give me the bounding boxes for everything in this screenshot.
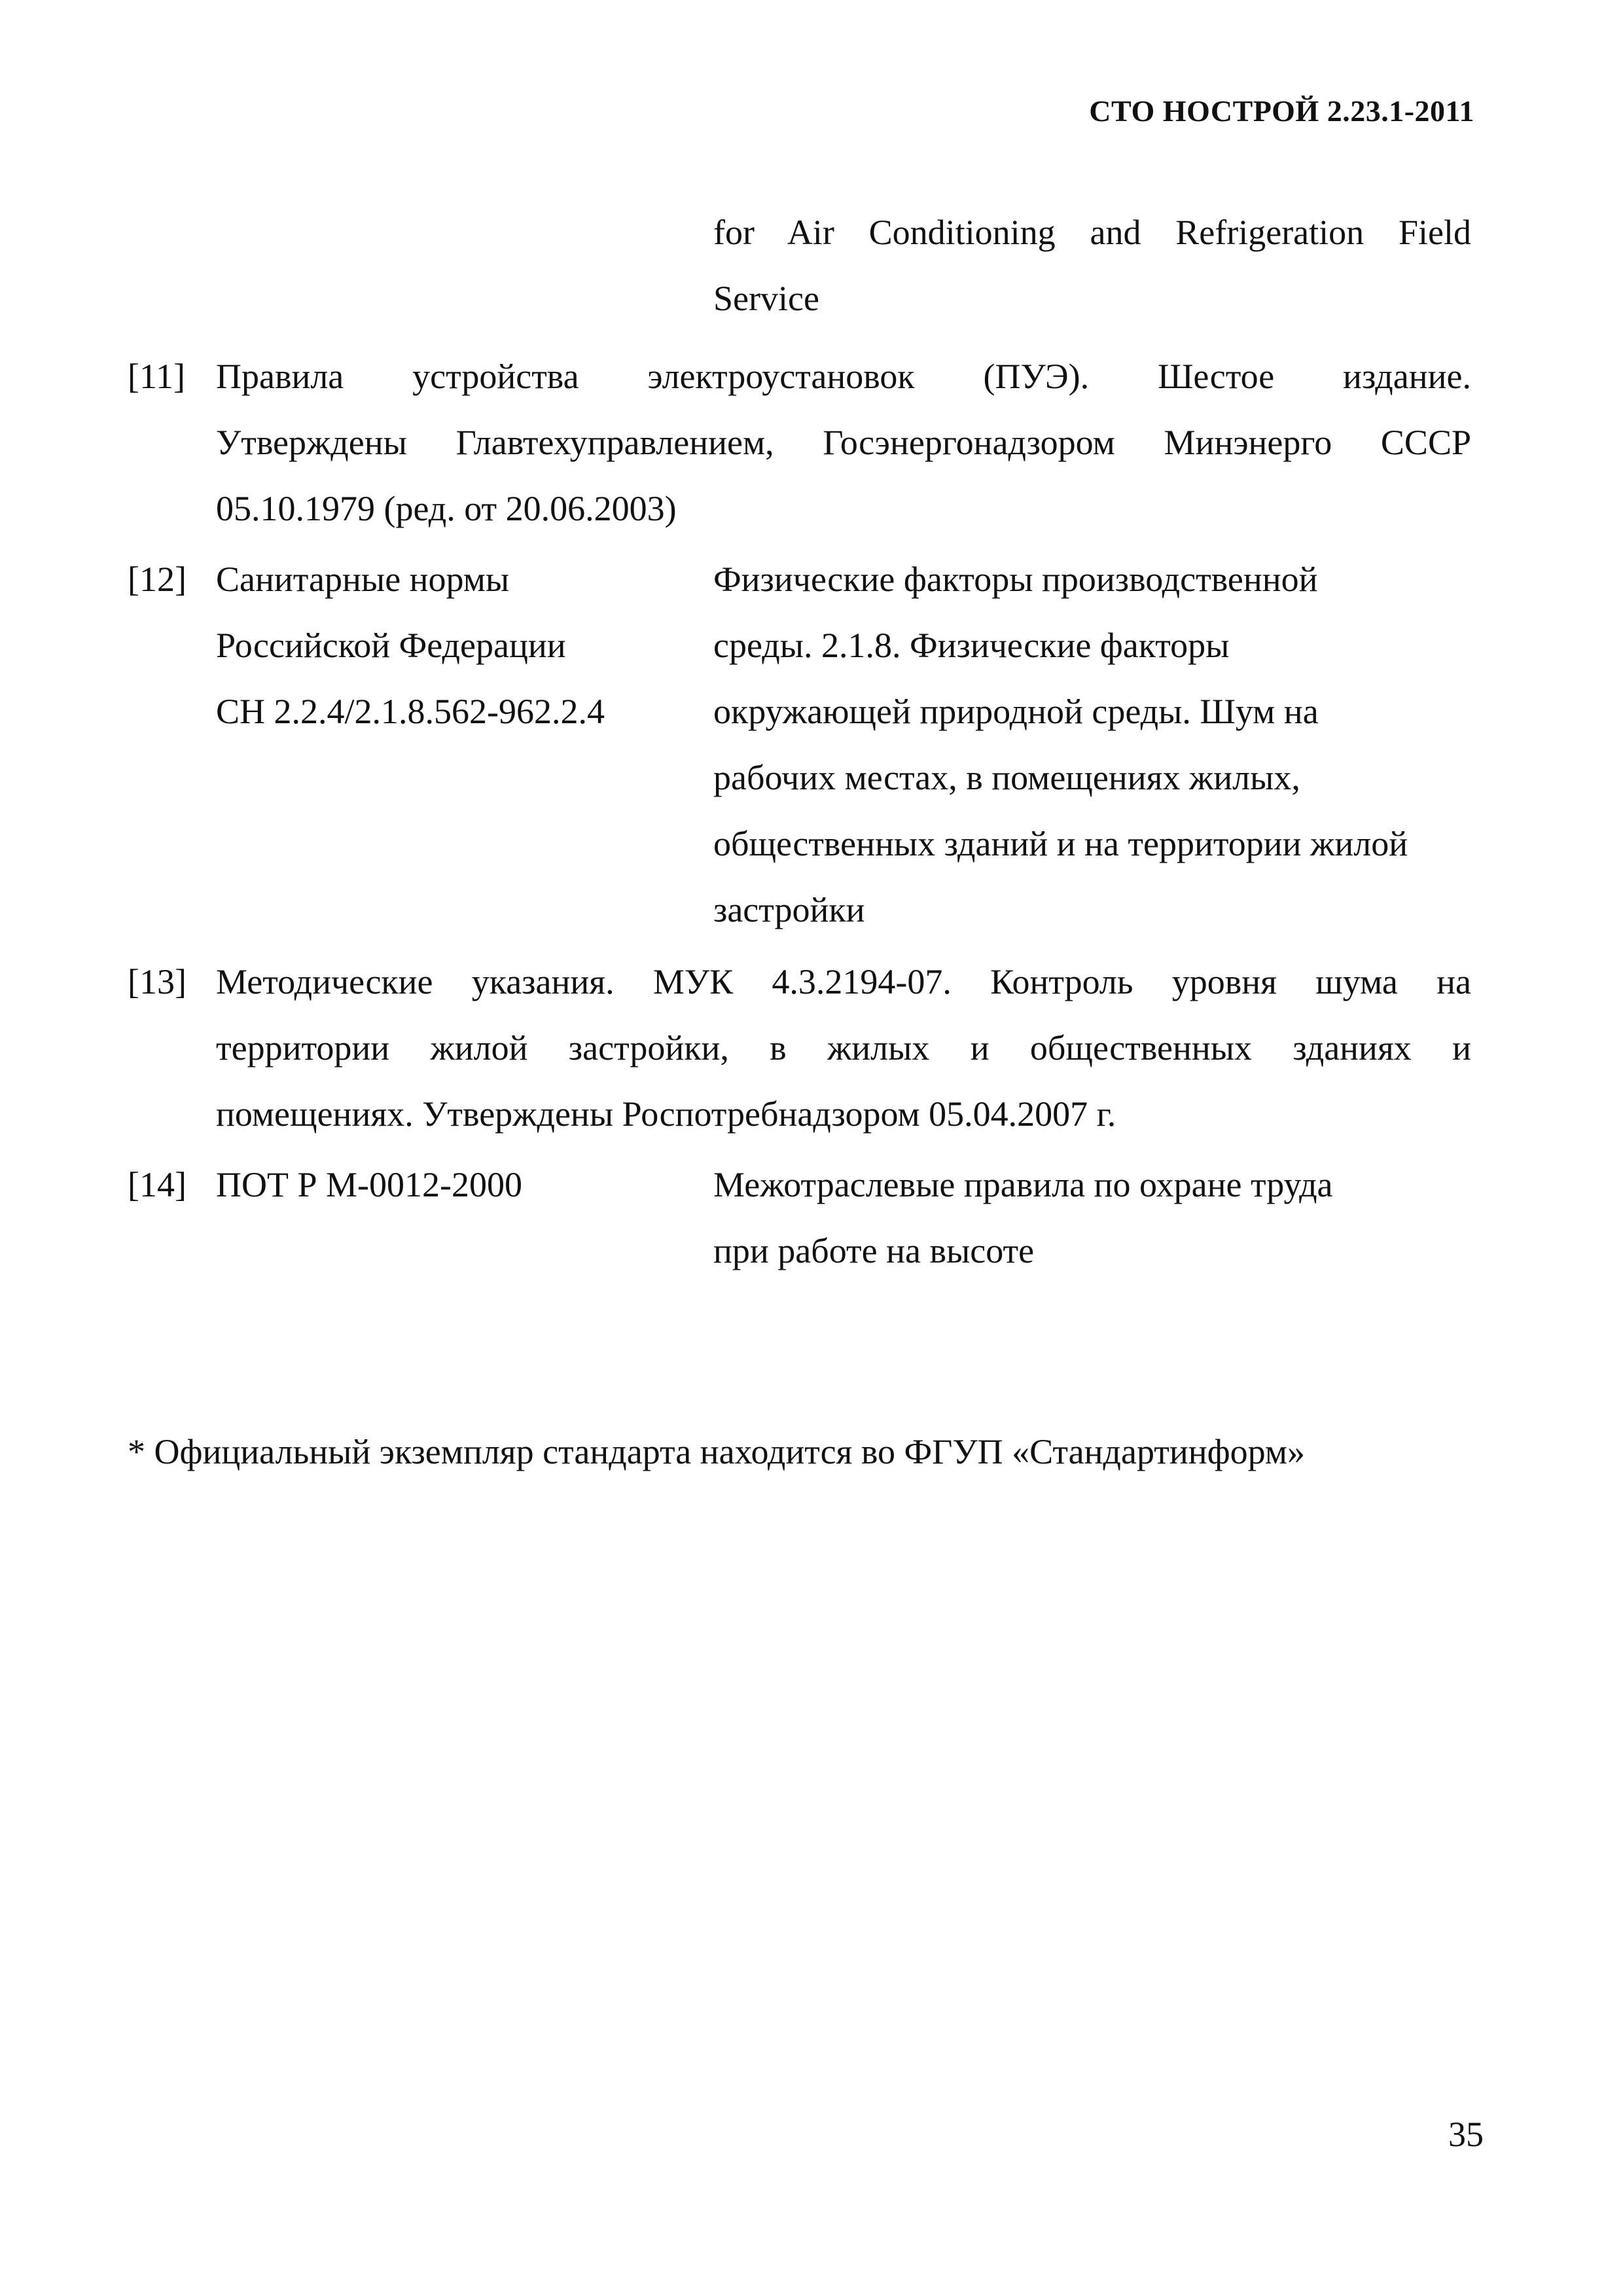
title-line: Межотраслевые правила по охране труда [713,1165,1333,1204]
reference-title [713,1152,1471,1284]
reference-line: Методические указания. МУК 4.3.2194-07. Контроль уровня шума на [216,962,1471,1001]
reference-text [216,344,1471,542]
reference-title [713,547,1471,943]
reference-14 [128,1152,1471,1284]
continuation-line: for Air Conditioning and Refrigeration Field [713,213,1471,252]
reference-12 [128,547,1471,943]
designation-line: Санитарные нормы [216,560,510,599]
reference-number: [12] [128,560,187,599]
reference-text [216,949,1471,1147]
title-line: застройки [713,890,865,929]
reference-line: территории жилой застройки, в жилых и общественных зданиях и [216,1028,1471,1067]
title-line: общественных зданий и на территории жилой [713,824,1408,863]
title-line: Физические факторы производственной [713,560,1318,599]
continuation-line: Service [713,279,819,318]
designation-line: СН 2.2.4/2.1.8.562-962.2.4 [216,692,605,731]
reference-line: Правила устройства электроустановок (ПУЭ). Шестое издание. [216,357,1471,396]
footnote: * Официальный экземпляр стандарта находится во ФГУП «Стандартинформ» [128,1432,1306,1471]
reference-line: 05.10.1979 (ред. от 20.06.2003) [216,489,677,528]
reference-designation [216,547,700,745]
reference-13 [128,949,1471,1147]
title-line: окружающей природной среды. Шум на [713,692,1319,731]
designation-line: ПОТ Р М-0012-2000 [216,1165,522,1204]
running-header: СТО НОСТРОЙ 2.23.1-2011 [1089,94,1474,128]
title-line: рабочих местах, в помещениях жилых, [713,758,1300,797]
reference-continuation [713,200,1471,332]
designation-line: Российской Федерации [216,626,566,665]
reference-number: [14] [128,1165,187,1204]
reference-line: Утверждены Главтехуправлением, Госэнергонадзором Минэнерго СССР [216,423,1471,462]
reference-number: [13] [128,962,187,1001]
reference-11 [128,344,1471,542]
reference-designation [216,1152,700,1218]
reference-line: помещениях. Утверждены Роспотребнадзором 05.04.2007 г. [216,1094,1116,1134]
page-number: 35 [1448,2115,1484,2154]
reference-number: [11] [128,357,185,396]
title-line: при работе на высоте [713,1231,1035,1270]
title-line: среды. 2.1.8. Физические факторы [713,626,1230,665]
